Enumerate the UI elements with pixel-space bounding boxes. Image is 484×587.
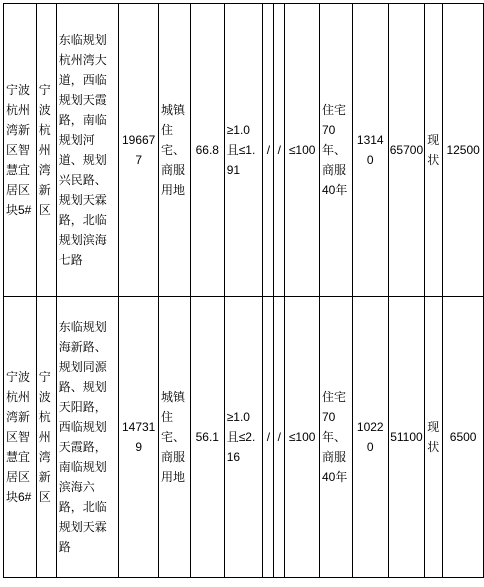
boundary-cell: 东临规划杭州湾大道，西临规划天霞路，南临规划河道、规划兴民路、规划天霖路，北临规划滨海七路 xyxy=(56,4,119,297)
land-use-cell: 城镇住宅、商服用地 xyxy=(158,4,190,297)
deposit-cell: 10220 xyxy=(352,297,388,578)
floor-area-ratio-cell: ≥1.0且≤2.16 xyxy=(224,297,263,578)
condition-cell: 现状 xyxy=(425,297,443,578)
district-cell: 宁波杭州湾新区 xyxy=(36,297,56,578)
term-cell: 住宅70年、商服40年 xyxy=(319,297,352,578)
density-cell: / xyxy=(263,297,274,578)
density-cell: / xyxy=(263,4,274,297)
land-use-cell: 城镇住宅、商服用地 xyxy=(158,297,190,578)
height-limit-cell: ≤100 xyxy=(285,4,320,297)
term-cell: 住宅70年、商服40年 xyxy=(319,4,352,297)
green-ratio-cell: 56.1 xyxy=(190,297,224,578)
boundary-cell: 东临规划海新路、规划同源路、规划天阳路，西临规划天霞路，南临规划滨海六路，北临规划天霖路 xyxy=(56,297,119,578)
floor-area-ratio-cell: ≥1.0且≤1.91 xyxy=(224,4,263,297)
parcel-name-cell: 宁波杭州湾新区智慧宜居区块5# xyxy=(4,4,37,297)
height-limit-cell: ≤100 xyxy=(285,297,320,578)
green-ratio-cell: 66.8 xyxy=(190,4,224,297)
coverage-cell: / xyxy=(274,4,285,297)
extra-value-cell: 6500 xyxy=(443,297,484,578)
coverage-cell: / xyxy=(274,297,285,578)
area-cell: 147319 xyxy=(119,297,159,578)
district-cell: 宁波杭州湾新区 xyxy=(36,4,56,297)
parcel-name-cell: 宁波杭州湾新区智慧宜居区块6# xyxy=(4,297,37,578)
start-price-cell: 51100 xyxy=(388,297,425,578)
condition-cell: 现状 xyxy=(425,4,443,297)
deposit-cell: 13140 xyxy=(352,4,388,297)
start-price-cell: 65700 xyxy=(388,4,425,297)
table-row xyxy=(4,4,484,297)
extra-value-cell: 12500 xyxy=(443,4,484,297)
table-row xyxy=(4,297,484,578)
land-table-container xyxy=(3,3,484,578)
area-cell: 196677 xyxy=(119,4,159,297)
land-parcel-table xyxy=(3,3,484,578)
